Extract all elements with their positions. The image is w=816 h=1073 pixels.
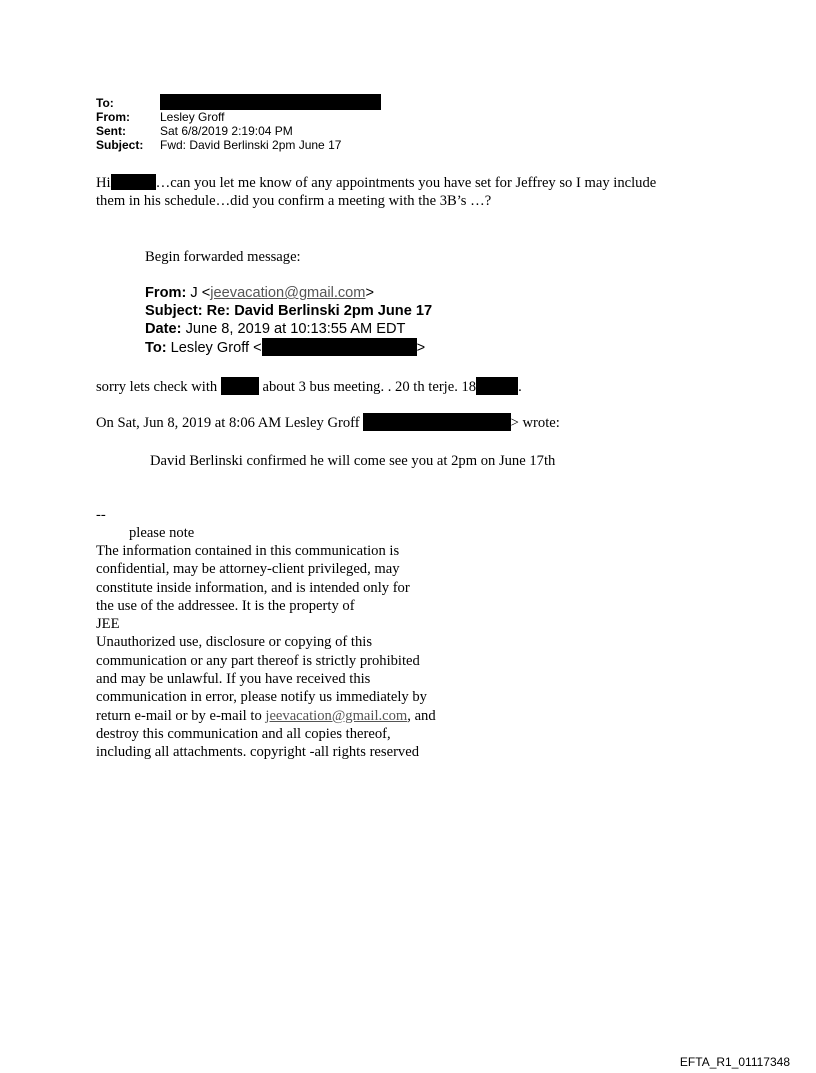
message-line-2: them in his schedule…did you confirm a meeting with the 3B’s …?: [96, 193, 492, 209]
forwarded-subject-value: Re: David Berlinski 2pm June 17: [206, 303, 433, 319]
forwarded-subject: [145, 302, 432, 320]
redaction-bar: [262, 338, 417, 356]
from-label: From:: [96, 110, 130, 124]
redaction-bar: [221, 377, 259, 395]
forwarded-subject-label: Subject:: [145, 303, 203, 319]
disclaimer-line: including all attachments. copyright -all rights reserved: [96, 744, 419, 761]
disclaimer-email-prefix: return e-mail or by e-mail to: [96, 707, 266, 724]
forwarded-to-suffix: >: [416, 340, 426, 356]
quote-header: [96, 413, 560, 432]
reply-part-1: sorry lets check with: [96, 379, 218, 395]
signature-dashes: --: [96, 507, 106, 523]
forwarded-to-value: Lesley Groff <: [170, 340, 262, 356]
disclaimer-line: destroy this communication and all copies thereof,: [96, 725, 391, 742]
subject-value: Fwd: David Berlinski 2pm June 17: [160, 138, 342, 152]
sent-label: Sent:: [96, 124, 126, 138]
forwarded-date: [145, 320, 405, 338]
disclaimer-line-email: [96, 707, 436, 725]
disclaimer-email-suffix: , and: [407, 707, 436, 724]
disclaimer-line: JEE: [96, 616, 120, 633]
disclaimer-line: Unauthorized use, disclosure or copying of this: [96, 634, 373, 651]
disclaimer-line: communication in error, please notify us immediately by: [96, 689, 427, 706]
quote-text: David Berlinski confirmed he will come see you at 2pm on June 17th: [150, 453, 556, 469]
quote-header-prefix: On Sat, Jun 8, 2019 at 8:06 AM Lesley Groff: [96, 415, 360, 431]
disclaimer-block: [96, 542, 436, 762]
redaction-bar: [160, 94, 381, 110]
disclaimer-email-link[interactable]: jeevacation@gmail.com: [265, 707, 408, 724]
reply-part-3: .: [518, 379, 522, 395]
redaction-bar: [476, 377, 518, 395]
disclaimer-line: constitute inside information, and is intended only for: [96, 579, 410, 596]
forwarded-to-label: To:: [145, 340, 167, 356]
subject-label: Subject:: [96, 138, 144, 152]
redaction-bar: [363, 413, 511, 431]
reply-part-2: about 3 bus meeting. . 20 th terje. 18: [262, 379, 477, 395]
document-id: EFTA_R1_01117348: [679, 1055, 790, 1069]
greeting: Hi: [96, 175, 111, 191]
from-value: Lesley Groff: [160, 110, 225, 124]
disclaimer-line: confidential, may be attorney-client privileged, may: [96, 561, 400, 578]
forwarded-from: [145, 284, 374, 302]
disclaimer-line: communication or any part thereof is strictly prohibited: [96, 652, 420, 669]
forwarded-to: [145, 338, 425, 357]
disclaimer-line: and may be unlawful. If you have received this: [96, 671, 371, 688]
message-line-1-text: …can you let me know of any appointments you have set for Jeffrey so I may include: [155, 175, 657, 191]
email-header: [96, 96, 496, 160]
forwarded-intro: Begin forwarded message:: [145, 249, 301, 265]
redaction-bar: [111, 174, 156, 190]
reply-line: [96, 377, 522, 396]
forwarded-date-value: June 8, 2019 at 10:13:55 AM EDT: [185, 321, 406, 337]
signature-note: please note: [129, 525, 195, 541]
quote-header-suffix: > wrote:: [510, 415, 560, 431]
disclaimer-line: the use of the addressee. It is the property of: [96, 597, 355, 614]
forwarded-from-suffix: >: [365, 285, 374, 301]
forwarded-from-prefix: J <: [190, 285, 211, 301]
sent-value: Sat 6/8/2019 2:19:04 PM: [160, 124, 293, 138]
message-line-1: [96, 174, 656, 192]
jeevacation-email-link[interactable]: jeevacation@gmail.com: [210, 285, 366, 301]
to-label: To:: [96, 96, 114, 110]
forwarded-from-label: From:: [145, 285, 187, 301]
disclaimer-line: The information contained in this communication is: [96, 543, 400, 559]
forwarded-date-label: Date:: [145, 321, 182, 337]
